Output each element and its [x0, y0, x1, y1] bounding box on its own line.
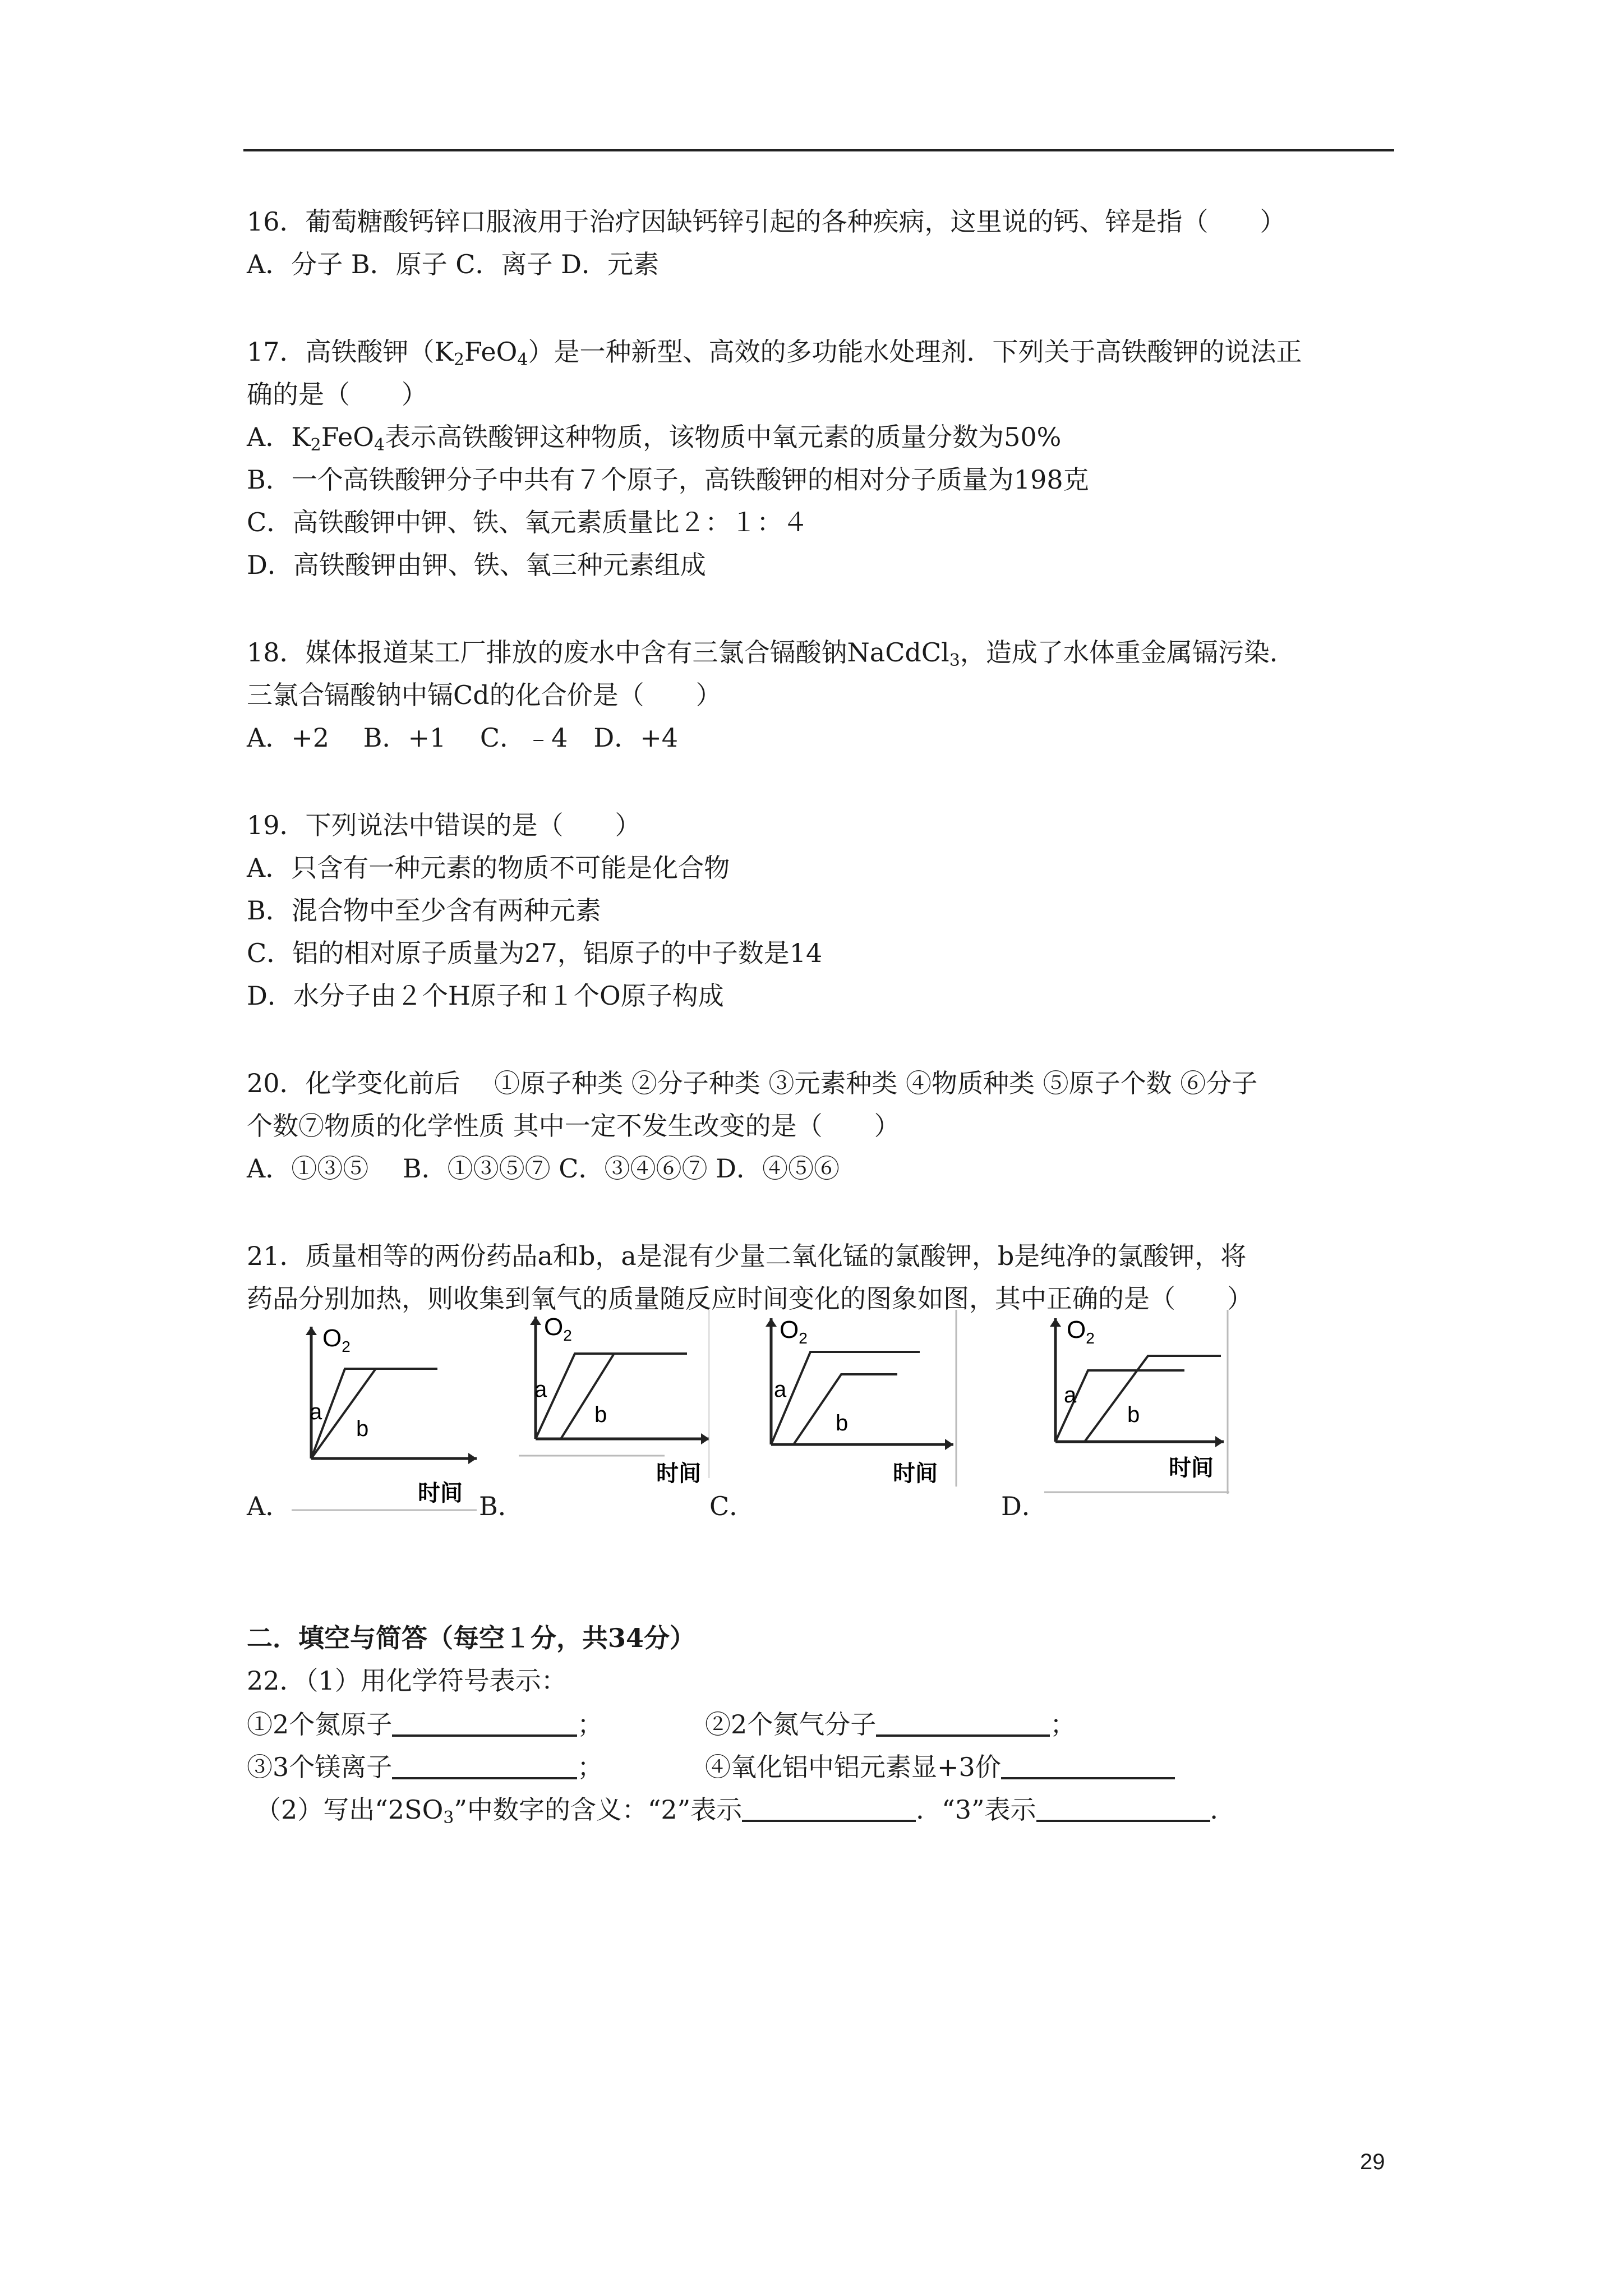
q21-stem: 21．质量相等的两份药品a和b，a是混有少量二氧化锰的氯酸钾，b是纯净的氯酸钾，将 [247, 1241, 1247, 1271]
graph-y-label: $O_2$ [780, 1316, 808, 1347]
q17-option-d: D．高铁酸钾由钾、铁、氧三种元素组成 [247, 550, 706, 580]
q17-option-a: A．$K_2FeO_4$表示高铁酸钾这种物质，该物质中氧元素的质量分数为50% [247, 422, 1062, 455]
graph-x-label: 时间 [893, 1461, 938, 1486]
q19-option-b: B．混合物中至少含有两种元素 [247, 895, 601, 926]
q21-option-d-label: D． [1001, 1491, 1048, 1521]
q19-option-d: D．水分子由２个H原子和１个O原子构成 [247, 981, 724, 1011]
q16-options: A．分子 B．原子 C．离子 D．元素 [247, 249, 659, 279]
q21-option-a-label: A． [247, 1491, 292, 1521]
section-2-heading: 二．填空与简答（每空１分，共34分） [247, 1623, 696, 1653]
graph-y-label: $O_2$ [1067, 1316, 1095, 1347]
q22-item4: ④氧化铝中铝元素显+3价 [705, 1749, 1175, 1784]
curve-b-label: b [594, 1402, 607, 1427]
q22-item2: ②2个氮气分子 ； [705, 1706, 1076, 1741]
q21-option-c-label: C． [709, 1491, 755, 1521]
q19-option-c: C．铝的相对原子质量为27，铝原子的中子数是14 [247, 938, 823, 968]
curve-a-label: a [1064, 1383, 1077, 1407]
q20-stem: 20．化学变化前后 ①原子种类 ②分子种类 ③元素种类 ④物质种类 ⑤原子个数 ⑥分子 [247, 1068, 1258, 1098]
graph-x-label: 时间 [1169, 1456, 1214, 1480]
graph-y-label: $O_2$ [544, 1313, 572, 1344]
q17-stem-line2: 确的是（ ） [247, 379, 427, 409]
q18-options: A．+2 B．+1 C．﹣4 D．+4 [247, 723, 679, 753]
q19-option-a: A．只含有一种元素的物质不可能是化合物 [247, 853, 730, 883]
q17-stem: 17．高铁酸钾$(K_2FeO_4)$是一种新型、高效的多功能水处理剂．下列关于高铁酸钾的说法正 [247, 337, 1302, 370]
q22-part1: 22．（1）用化学符号表示： [247, 1665, 567, 1696]
q20-options: A．①③⑤ B．①③⑤⑦ C．③④⑥⑦ D．④⑤⑥ [247, 1153, 840, 1184]
q17-option-b: B．一个高铁酸钾分子中共有７个原子，高铁酸钾的相对分子质量为198克 [247, 464, 1089, 495]
page-number: 29 [1360, 2150, 1385, 2174]
answer-blank[interactable] [1036, 1792, 1210, 1822]
q21-graph-d [1044, 1310, 1229, 1495]
q16-stem: 16．葡萄糖酸钙锌口服液用于治疗因缺钙锌引起的各种疾病，这里说的钙、锌是指（ ） [247, 206, 1286, 237]
answer-blank[interactable] [742, 1792, 916, 1822]
answer-blank[interactable] [1001, 1749, 1175, 1779]
curve-a-label: a [310, 1400, 322, 1424]
q22-item3: ③3个镁离子 ； [247, 1749, 603, 1784]
graph-x-label: 时间 [656, 1461, 701, 1484]
curve-b-label: b [1127, 1402, 1140, 1427]
q21-stem-line2: 药品分别加热，则收集到氧气的质量随反应时间变化的图象如图，其中正确的是（ ） [247, 1283, 1253, 1314]
q21-option-b-label: B． [479, 1491, 524, 1521]
q21-graph-c [751, 1310, 959, 1489]
answer-blank[interactable] [876, 1706, 1050, 1737]
curve-a-label: a [534, 1377, 547, 1402]
q19-stem: 19．下列说法中错误的是（ ） [247, 810, 641, 840]
graph-x-label: 时间 [418, 1481, 463, 1506]
q20-stem-line2: 个数⑦物质的化学性质 其中一定不发生改变的是（ ） [247, 1111, 900, 1141]
q21-graph-a [292, 1315, 477, 1512]
q21-graph-b [519, 1310, 709, 1484]
curve-b-label: b [356, 1416, 369, 1441]
q17-option-c: C．高铁酸钾中钾、铁、氧元素质量比２：１：４ [247, 507, 809, 537]
curve-a-label: a [774, 1377, 787, 1402]
header-rule [243, 149, 1394, 151]
curve-b-label: b [836, 1411, 849, 1435]
answer-blank[interactable] [392, 1706, 577, 1737]
q18-stem-line2: 三氯合镉酸钠中镉Cd的化合价是（ ） [247, 680, 722, 710]
q18-stem: 18．媒体报道某工厂排放的废水中含有三氯合镉酸钠NaCdCl$_3$，造成了水体重金属镉污染． [247, 637, 1295, 670]
answer-blank[interactable] [392, 1749, 577, 1779]
graph-y-label: $O_2$ [322, 1324, 351, 1355]
q22-item1: ①2个氮原子 ； [247, 1706, 603, 1741]
q22-part2: （2）写出“$2SO_3$”中数字的含义：“2”表示 ．“3”表示 ． [255, 1792, 1236, 1826]
